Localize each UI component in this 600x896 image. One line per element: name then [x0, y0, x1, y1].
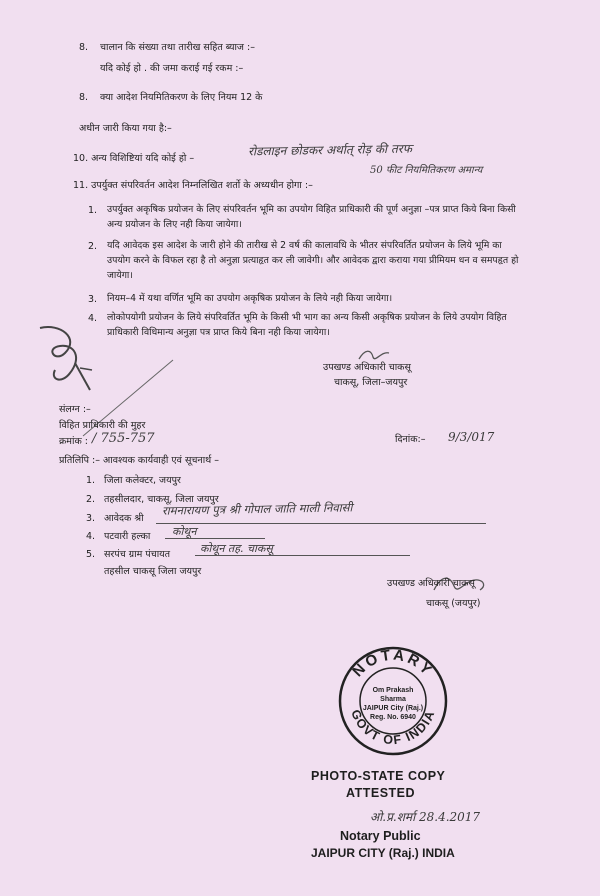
attest-line3: Notary Public — [340, 829, 421, 843]
item-10-label: 10. अन्य विशिष्टियां यदि कोई हो – — [73, 153, 195, 164]
signature-1-line2: चाकसू, जिला–जयपुर — [334, 377, 408, 388]
copy-5-underline — [195, 555, 410, 556]
item-8a-number: 8. — [79, 42, 89, 53]
copy-4-handwriting: कोथून — [172, 525, 197, 538]
condition-4-text: लोकोपयोगी प्रयोजन के लिये संपरिवर्तित भूमि के किसी भी भाग का अन्य किसी अकृषिक प्रयोजन के लिये उपयोग विहित प्राधिकारी विधिमान्य अनुज्ञा पत्र प्राप्त किये बिना नही किया जायेगा। — [107, 312, 507, 338]
condition-1-number: 1. — [88, 205, 98, 216]
kramank-label: क्रमांक : — [59, 436, 88, 447]
copy-3-handwriting: रामनारायण पुत्र श्री गोपाल जाति माली निवासी — [161, 500, 353, 518]
copy-3-number: 3. — [86, 513, 96, 524]
condition-4-number: 4. — [88, 313, 98, 324]
copy-to-label: प्रतिलिपि :– आवश्यक कार्यवाही एवं सूचनार्थ – — [59, 455, 220, 466]
seal-center-text — [360, 686, 426, 722]
seal-bottom-text: GOVT OF INDIA — [348, 707, 438, 748]
condition-2-number: 2. — [88, 241, 98, 252]
seal-name: Om Prakash Sharma — [372, 687, 414, 703]
date-handwriting: 9/3/017 — [448, 430, 495, 444]
copy-2-number: 2. — [86, 494, 96, 505]
item-8b-line1: क्या आदेश नियमितिकरण के लिए नियम 12 के — [100, 92, 263, 103]
item-8b-number: 8. — [79, 92, 89, 103]
attest-line4: JAIPUR CITY (Raj.) INDIA — [311, 846, 455, 860]
enclosure-label: संलग्न :– — [59, 404, 91, 415]
seal-top-text: NOTARY — [349, 646, 437, 681]
copy-5-handwriting: कोथून तह. चाकसू — [200, 542, 273, 555]
notary-seal — [338, 646, 448, 756]
enclosure-line: विहित प्राधिकारी की मुहर — [59, 420, 146, 431]
copy-5-number: 5. — [86, 549, 96, 560]
item-10-handwriting-line2: 50 फीट नियमितिकरण अमान्य — [370, 165, 483, 176]
signature-2-line2: चाकसू (जयपुर) — [426, 598, 481, 609]
date-label: दिनांक:– — [395, 434, 426, 445]
attest-line2: ATTESTED — [346, 786, 416, 800]
copy-1-text: जिला कलेक्टर, जयपुर — [104, 475, 181, 486]
copies-footer: तहसील चाकसू जिला जयपुर — [104, 566, 202, 577]
copy-4-underline — [165, 538, 265, 539]
copy-2-text: तहसीलदार, चाकसू, जिला जयपुर — [104, 494, 219, 505]
item-10-handwriting-line1: रोडलाइन छोडकर अर्थात् रोड़ की तरफ — [247, 141, 413, 159]
copy-3-text: आवेदक श्री — [104, 513, 144, 524]
seal-reg: Reg. No. 6940 — [370, 714, 416, 721]
item-8b-line2: अधीन जारी किया गया है:– — [79, 123, 172, 134]
copy-4-number: 4. — [86, 531, 96, 542]
copy-1-number: 1. — [86, 475, 96, 486]
item-8a-line1: चालान कि संख्या तथा तारीख सहित ब्याज :– — [100, 42, 255, 53]
condition-2-text: यदि आवेदक इस आदेश के जारी होने की तारीख से 2 वर्ष की कालावधि के भीतर संपरिवर्तित प्रयोजन के लिये भूमि का उपयोग करने के विफल रहा है तो अनुज्ञा प्रत्याहृत कर ली जावेगी। और आवेदक द्वारा कराया गया प्रीमियम धन व समपहृत हो जायेगा। — [107, 240, 519, 281]
copy-5-text: सरपंच ग्राम पंचायत — [104, 549, 171, 560]
condition-3-text: नियम–4 में यथा वर्णित भूमि का उपयोग अकृषिक प्रयोजन के लिये नही किया जायेगा। — [107, 293, 393, 304]
attest-handwritten-sign: ओ.प्र.शर्मा 28.4.2017 — [370, 810, 481, 824]
kramank-handwriting: / 755-757 — [92, 431, 155, 446]
copy-3-underline — [156, 523, 486, 524]
item-8a-line2: यदि कोई हो . की जमा कराई गई रकम :– — [100, 63, 244, 74]
item-11-label: 11. उपर्युक्त संपरिवर्तन आदेश निम्नलिखित शर्तो के अध्यधीन होगा :– — [73, 180, 313, 191]
attest-line1: PHOTO-STATE COPY — [311, 769, 446, 783]
copy-4-text: पटवारी हल्का — [104, 531, 151, 542]
signature-1-line1: उपखण्ड अधिकारी चाकसू — [323, 362, 411, 373]
signature-2-line1: उपखण्ड अधिकारी चाकसू — [387, 578, 475, 589]
condition-3-number: 3. — [88, 294, 98, 305]
svg-text:NOTARY — [349, 647, 436, 681]
seal-city: JAIPUR City (Raj.) — [362, 705, 424, 712]
condition-1-text: उपर्युक्त अकृषिक प्रयोजन के लिए संपरिवर्तन भूमि का उपयोग विहित प्राधिकारी की पूर्ण अनुज्ञा –पत्र प्राप्त किये बिना किसी अन्य प्रयोजन के लिए नही किया जायेगा। — [107, 204, 516, 230]
